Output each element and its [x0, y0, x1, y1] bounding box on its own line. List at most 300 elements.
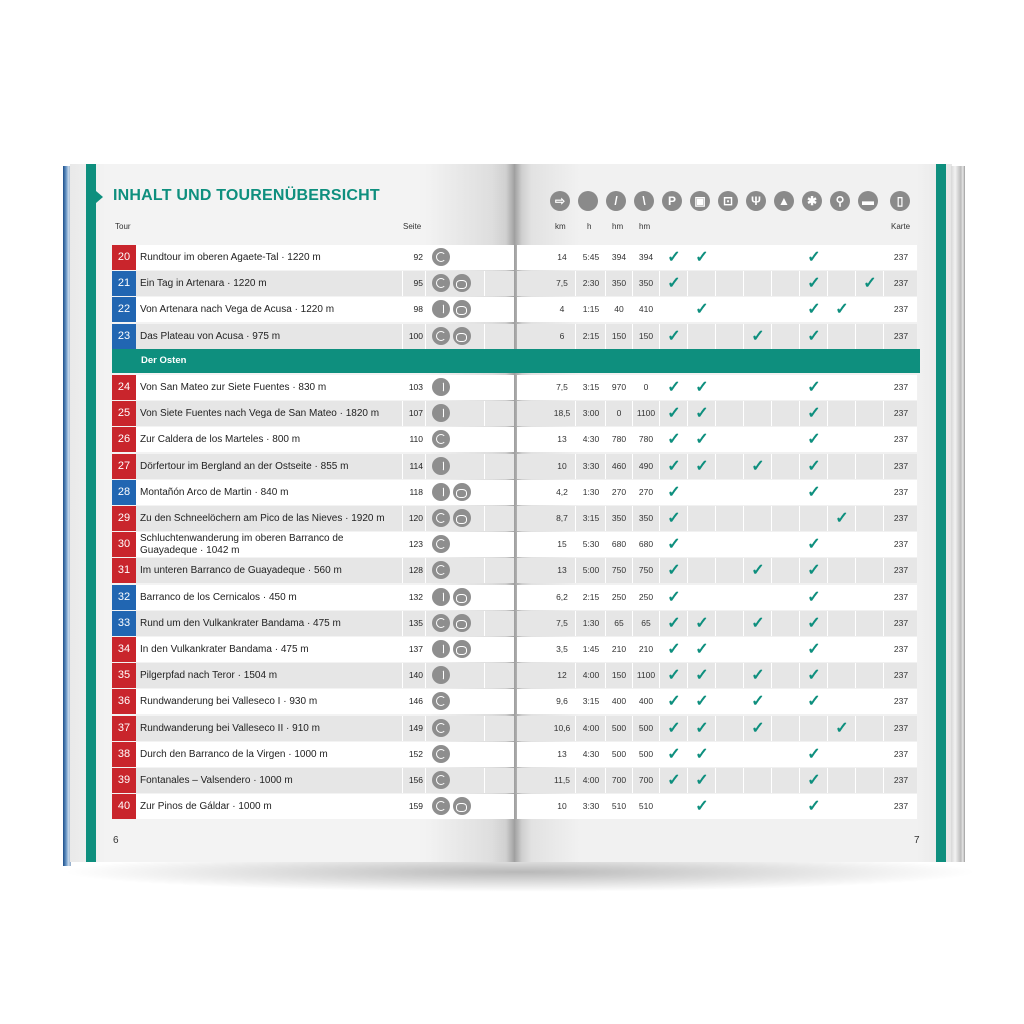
- column-divider: [425, 427, 426, 452]
- column-divider: [402, 611, 403, 636]
- column-divider: [632, 401, 633, 426]
- check-icon: ✓: [807, 301, 821, 319]
- column-divider: [575, 271, 576, 296]
- column-divider: [771, 297, 772, 322]
- start-icon: ⇨: [550, 191, 570, 211]
- column-divider: [771, 585, 772, 610]
- column-divider: [632, 768, 633, 793]
- family-icon: [453, 640, 471, 658]
- tour-page: 107: [408, 408, 423, 419]
- column-divider: [632, 271, 633, 296]
- column-divider: [402, 689, 403, 714]
- cell-karte: 237: [893, 617, 909, 628]
- check-icon: ✓: [807, 745, 821, 763]
- column-divider: [575, 611, 576, 636]
- column-divider: [575, 558, 576, 583]
- check-icon: ✓: [695, 719, 709, 737]
- table-row-stats: [517, 558, 917, 583]
- table-row: [112, 532, 514, 557]
- tour-number: 28: [112, 480, 136, 505]
- cell-km: 3,5: [556, 644, 568, 654]
- cell-karte: 237: [893, 591, 909, 602]
- check-icon: ✓: [695, 667, 709, 685]
- column-divider: [743, 637, 744, 662]
- table-row: [112, 427, 514, 452]
- column-divider: [632, 454, 633, 479]
- cell-karte: 237: [893, 330, 909, 341]
- table-row: [112, 324, 514, 349]
- check-icon: ✓: [667, 327, 681, 345]
- tour-title: Von Artenara nach Vega de Acusa · 1220 m: [140, 304, 335, 316]
- column-divider: [855, 375, 856, 400]
- column-divider: [632, 245, 633, 270]
- check-icon: ✓: [751, 562, 765, 580]
- tour-page: 98: [413, 304, 423, 315]
- page-number-right: 7: [914, 835, 920, 846]
- cell-hm1: 970: [611, 382, 627, 392]
- cell-hm1: 394: [611, 252, 627, 262]
- column-divider: [425, 663, 426, 688]
- tour-number: 39: [112, 768, 136, 793]
- cell-hm1: 780: [611, 434, 627, 445]
- column-divider: [484, 716, 485, 741]
- tour-title: Ein Tag in Artenara · 1220 m: [140, 278, 267, 290]
- check-icon: ✓: [807, 562, 821, 580]
- column-divider: [743, 401, 744, 426]
- table-row: [112, 454, 514, 479]
- column-divider: [402, 245, 403, 270]
- cell-km: 15: [557, 539, 567, 550]
- column-divider: [715, 271, 716, 296]
- cell-h: 3:30: [582, 801, 600, 812]
- column-divider: [425, 689, 426, 714]
- family-icon: [453, 588, 471, 606]
- cell-hm2: 700: [638, 775, 654, 785]
- table-row: [112, 716, 514, 741]
- cell-h: 5:30: [582, 539, 600, 550]
- cell-hm1: 40: [614, 304, 624, 315]
- column-divider: [425, 375, 426, 400]
- tour-number: 32: [112, 585, 136, 610]
- check-icon: ✓: [807, 693, 821, 711]
- check-icon: ✓: [807, 405, 821, 423]
- cell-h: 1:15: [582, 304, 600, 315]
- column-divider: [883, 794, 884, 819]
- column-divider: [484, 245, 485, 270]
- column-divider: [605, 532, 606, 557]
- column-divider: [575, 375, 576, 400]
- column-divider: [484, 427, 485, 452]
- tour-title: Dörfertour im Bergland an der Ostseite · 855 m: [140, 460, 349, 472]
- column-divider: [425, 585, 426, 610]
- column-divider: [659, 794, 660, 819]
- check-icon: ✓: [751, 667, 765, 685]
- tour-number: 38: [112, 742, 136, 767]
- descent-icon: \: [634, 191, 654, 211]
- column-divider: [743, 532, 744, 557]
- card-icon: ▯: [890, 191, 910, 211]
- cell-hm2: 150: [638, 330, 654, 341]
- column-divider: [632, 297, 633, 322]
- column-divider: [743, 271, 744, 296]
- column-divider: [883, 716, 884, 741]
- cell-km: 7,5: [556, 278, 568, 289]
- check-icon: ✓: [667, 562, 681, 580]
- column-divider: [425, 506, 426, 531]
- tour-number: 29: [112, 506, 136, 531]
- column-divider: [715, 585, 716, 610]
- winter-icon: ✱: [802, 191, 822, 211]
- column-divider: [715, 532, 716, 557]
- column-divider: [575, 794, 576, 819]
- cell-hm2: 350: [638, 278, 654, 289]
- tour-number: 33: [112, 611, 136, 636]
- table-row: [112, 271, 514, 296]
- column-divider: [743, 794, 744, 819]
- check-icon: ✓: [807, 667, 821, 685]
- cell-hm1: 350: [611, 278, 627, 289]
- column-divider: [883, 663, 884, 688]
- tour-page: 100: [408, 330, 423, 341]
- route-linear-icon: [432, 640, 450, 658]
- column-divider: [743, 245, 744, 270]
- check-icon: ✓: [807, 772, 821, 789]
- family-icon: [453, 300, 471, 318]
- column-divider: [883, 742, 884, 767]
- column-divider: [484, 375, 485, 400]
- check-icon: ✓: [751, 693, 765, 711]
- family-icon: [453, 327, 471, 345]
- clock-icon: [578, 191, 598, 211]
- column-divider: [632, 480, 633, 505]
- column-divider: [632, 663, 633, 688]
- table-row-stats: [517, 742, 917, 767]
- column-divider: [855, 532, 856, 557]
- column-divider: [575, 663, 576, 688]
- check-icon: ✓: [667, 249, 681, 266]
- tour-page: 156: [408, 775, 423, 785]
- cell-h: 3:30: [582, 460, 600, 471]
- table-row: [112, 401, 514, 426]
- table-row-stats: [517, 271, 917, 296]
- table-row: [112, 245, 514, 270]
- restaurant-icon: Ψ: [746, 191, 766, 211]
- check-icon: ✓: [695, 641, 709, 658]
- column-divider: [425, 768, 426, 793]
- column-divider: [605, 689, 606, 714]
- column-divider: [883, 480, 884, 505]
- column-divider: [632, 794, 633, 819]
- column-divider: [484, 324, 485, 349]
- column-divider: [883, 401, 884, 426]
- tour-page: 114: [409, 460, 423, 471]
- column-divider: [402, 324, 403, 349]
- column-divider: [484, 663, 485, 688]
- column-divider: [425, 532, 426, 557]
- cell-hm2: 394: [638, 252, 654, 262]
- cell-karte: 237: [893, 775, 909, 785]
- column-divider: [425, 742, 426, 767]
- tour-title: Rundwanderung bei Valleseco II · 910 m: [140, 722, 320, 734]
- column-divider: [575, 585, 576, 610]
- column-divider: [575, 245, 576, 270]
- bike-icon: ⚲: [830, 191, 850, 211]
- table-row-stats: [517, 794, 917, 819]
- tour-page: 118: [409, 486, 423, 497]
- check-icon: ✓: [667, 510, 681, 527]
- cell-hm2: 750: [638, 565, 654, 576]
- tour-number: 24: [112, 375, 136, 400]
- check-icon: ✓: [667, 405, 681, 423]
- header-h: h: [587, 222, 592, 231]
- cell-hm1: 150: [611, 670, 627, 681]
- check-icon: ✓: [667, 667, 681, 685]
- cell-karte: 237: [893, 539, 909, 550]
- table-row: [112, 375, 514, 400]
- cell-karte: 237: [893, 644, 909, 654]
- column-divider: [605, 454, 606, 479]
- column-divider: [632, 427, 633, 452]
- tour-number: 40: [112, 794, 136, 819]
- cell-hm2: 400: [638, 696, 654, 707]
- check-icon: ✓: [667, 275, 681, 293]
- cell-h: 2:15: [582, 330, 600, 341]
- column-divider: [883, 454, 884, 479]
- table-row: [112, 558, 514, 583]
- column-divider: [605, 401, 606, 426]
- table-row-stats: [517, 611, 917, 636]
- column-divider: [855, 611, 856, 636]
- column-divider: [771, 271, 772, 296]
- page-title: INHALT UND TOURENÜBERSICHT: [113, 187, 380, 204]
- column-divider: [402, 271, 403, 296]
- check-icon: ✓: [695, 405, 709, 423]
- column-divider: [771, 742, 772, 767]
- cell-km: 18,5: [553, 408, 571, 419]
- family-icon: [453, 274, 471, 292]
- cell-karte: 237: [893, 486, 909, 497]
- cell-karte: 237: [893, 408, 909, 419]
- column-divider: [575, 532, 576, 557]
- check-icon: ✓: [807, 798, 821, 816]
- tour-number: 21: [112, 271, 136, 296]
- cell-hm2: 65: [641, 617, 651, 628]
- column-divider: [743, 506, 744, 531]
- check-icon: ✓: [695, 693, 709, 711]
- check-icon: ✓: [695, 301, 709, 319]
- column-divider: [425, 454, 426, 479]
- table-row-stats: [517, 324, 917, 349]
- cell-h: 3:15: [582, 382, 600, 392]
- family-icon: [453, 797, 471, 815]
- cell-karte: 237: [893, 748, 909, 759]
- tour-number: 31: [112, 558, 136, 583]
- tour-title: Von Siete Fuentes nach Vega de San Mateo · 1820 m: [140, 408, 380, 420]
- route-loop-icon: [432, 797, 450, 815]
- cell-hm2: 780: [638, 434, 654, 445]
- check-icon: ✓: [667, 719, 681, 737]
- tour-page: 103: [408, 382, 423, 392]
- column-divider: [632, 324, 633, 349]
- tour-title: Rundwanderung bei Valleseco I · 930 m: [140, 696, 318, 708]
- column-divider: [605, 742, 606, 767]
- table-row-stats: [517, 375, 917, 400]
- column-divider: [855, 324, 856, 349]
- column-divider: [484, 454, 485, 479]
- cell-karte: 237: [893, 434, 909, 445]
- column-divider: [484, 506, 485, 531]
- section-label: Der Osten: [141, 355, 187, 366]
- cell-h: 4:00: [582, 775, 600, 785]
- cell-hm2: 210: [638, 644, 654, 654]
- column-divider: [425, 480, 426, 505]
- cell-h: 3:15: [582, 696, 600, 707]
- column-divider: [743, 480, 744, 505]
- column-divider: [605, 663, 606, 688]
- check-icon: ✓: [807, 536, 821, 554]
- column-divider: [855, 427, 856, 452]
- cell-km: 14: [557, 252, 567, 262]
- cell-hm1: 400: [611, 696, 627, 707]
- column-divider: [402, 454, 403, 479]
- check-icon: ✓: [667, 588, 681, 606]
- column-divider: [425, 558, 426, 583]
- column-divider: [402, 401, 403, 426]
- check-icon: ✓: [667, 693, 681, 711]
- cell-karte: 237: [893, 460, 909, 471]
- cell-h: 1:45: [582, 644, 600, 654]
- column-divider: [425, 637, 426, 662]
- column-divider: [402, 716, 403, 741]
- table-row-stats: [517, 768, 917, 793]
- tour-page: 159: [408, 801, 423, 812]
- column-divider: [575, 742, 576, 767]
- check-icon: ✓: [667, 379, 681, 396]
- route-loop-icon: [432, 327, 450, 345]
- column-divider: [575, 401, 576, 426]
- route-loop-icon: [432, 745, 450, 763]
- cell-karte: 237: [893, 722, 909, 733]
- check-icon: ✓: [751, 457, 765, 475]
- column-divider: [855, 689, 856, 714]
- cell-hm1: 270: [611, 486, 627, 497]
- column-divider: [883, 611, 884, 636]
- cell-km: 4: [559, 304, 565, 315]
- column-divider: [605, 768, 606, 793]
- column-divider: [605, 324, 606, 349]
- route-linear-icon: [432, 378, 450, 396]
- cell-hm2: 510: [638, 801, 654, 812]
- tour-number: 36: [112, 689, 136, 714]
- cell-karte: 237: [893, 801, 909, 812]
- header-hm-down: hm: [639, 222, 651, 231]
- cell-km: 13: [557, 748, 567, 759]
- cell-karte: 237: [893, 696, 909, 707]
- book-edge-right: [951, 166, 965, 862]
- check-icon: ✓: [667, 614, 681, 632]
- check-icon: ✓: [695, 745, 709, 763]
- tour-title: In den Vulkankrater Bandama · 475 m: [140, 644, 309, 655]
- tour-number: 30: [112, 532, 136, 557]
- check-icon: ✓: [667, 483, 681, 501]
- column-divider: [855, 768, 856, 793]
- accent-bar-left: [86, 164, 96, 862]
- column-divider: [771, 427, 772, 452]
- column-divider: [484, 689, 485, 714]
- table-row: [112, 689, 514, 714]
- cell-hm1: 500: [611, 748, 627, 759]
- column-divider: [743, 768, 744, 793]
- table-row: [112, 742, 514, 767]
- check-icon: ✓: [835, 719, 849, 737]
- column-divider: [605, 245, 606, 270]
- column-divider: [402, 506, 403, 531]
- column-divider: [632, 689, 633, 714]
- tour-title: Rundtour im oberen Agaete-Tal · 1220 m: [140, 252, 321, 263]
- tour-number: 35: [112, 663, 136, 688]
- column-divider: [715, 506, 716, 531]
- column-divider: [743, 375, 744, 400]
- tour-page: 132: [408, 591, 423, 602]
- cell-hm2: 410: [638, 304, 654, 315]
- cell-km: 6,2: [556, 591, 568, 602]
- column-divider: [855, 663, 856, 688]
- column-divider: [659, 297, 660, 322]
- cell-km: 4,2: [556, 486, 568, 497]
- column-divider: [883, 689, 884, 714]
- column-divider: [484, 637, 485, 662]
- column-divider: [605, 375, 606, 400]
- table-row: [112, 794, 514, 819]
- column-divider: [605, 480, 606, 505]
- check-icon: ✓: [807, 327, 821, 345]
- tour-title: Fontanales – Valsendero · 1000 m: [140, 775, 293, 786]
- cell-h: 2:30: [582, 278, 600, 289]
- column-divider: [883, 245, 884, 270]
- route-linear-icon: [432, 666, 450, 684]
- tour-title: Zu den Schneelöchern am Pico de las Nieves · 1920 m: [140, 513, 385, 524]
- column-divider: [425, 324, 426, 349]
- route-loop-icon: [432, 274, 450, 292]
- route-loop-icon: [432, 719, 450, 737]
- column-divider: [425, 245, 426, 270]
- column-divider: [632, 611, 633, 636]
- column-divider: [605, 585, 606, 610]
- column-divider: [402, 663, 403, 688]
- cell-karte: 237: [893, 304, 909, 315]
- column-divider: [402, 427, 403, 452]
- column-divider: [605, 271, 606, 296]
- check-icon: ✓: [695, 798, 709, 816]
- column-divider: [743, 297, 744, 322]
- column-divider: [883, 532, 884, 557]
- column-divider: [855, 454, 856, 479]
- column-divider: [771, 375, 772, 400]
- column-divider: [605, 506, 606, 531]
- column-divider: [575, 506, 576, 531]
- cell-hm2: 350: [638, 513, 654, 523]
- cell-h: 2:15: [582, 591, 600, 602]
- column-divider: [484, 297, 485, 322]
- page-number-left: 6: [113, 835, 119, 846]
- check-icon: ✓: [667, 745, 681, 763]
- table-row-stats: [517, 585, 917, 610]
- cell-hm2: 1100: [636, 670, 656, 681]
- check-icon: ✓: [807, 614, 821, 632]
- tour-number: 20: [112, 245, 136, 270]
- column-divider: [605, 716, 606, 741]
- column-divider: [771, 506, 772, 531]
